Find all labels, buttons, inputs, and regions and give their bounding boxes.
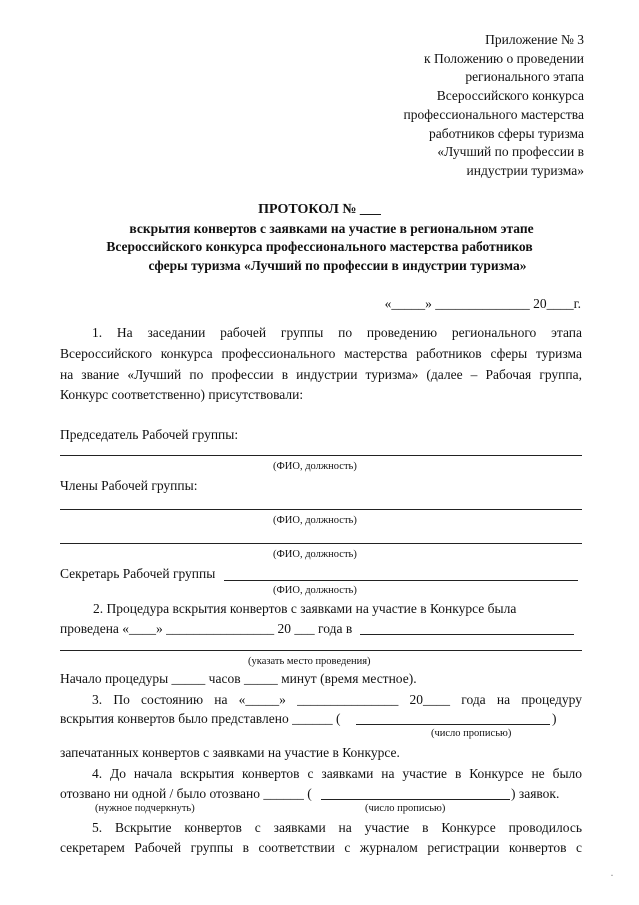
fio-hint: (ФИО, должность) [273,461,357,472]
envelope-count-words-field[interactable] [356,724,550,725]
paragraph-3-line-1: 3. По состоянию на «_____» _______________ 20____ года на процедуру [92,692,582,707]
fio-hint: (ФИО, должность) [273,515,357,526]
procedure-place-field[interactable] [360,634,574,635]
chair-fio-field[interactable] [60,455,582,456]
withdrawn-count-words-field[interactable] [321,799,510,800]
paragraph-5-line-2: секретарем Рабочей группы в соответствии с журналом регистрации конвертов с [60,840,582,855]
paragraph-2-line-1: 2. Процедура вскрытия конвертов с заявками на участие в Конкурсе была [93,601,517,616]
annex-line: к Положению о проведении [424,50,584,66]
members-label: Члены Рабочей группы: [60,478,198,493]
paragraph-5-line-1: 5. Вскрытие конвертов с заявками на участие в Конкурсе проводилось [92,820,582,835]
member-2-fio-field[interactable] [60,543,582,544]
paragraph-2-line-3: Начало процедуры _____ часов _____ минут (время местное). [60,671,417,686]
annex-line: Приложение № 3 [485,32,584,47]
paragraph-1-line-4: Конкурс соответственно) присутствовали: [60,387,304,402]
document-subtitle-line-2: Всероссийского конкурса профессионального мастерства работников [106,239,533,254]
annex-header [404,31,584,181]
annex-line: работников сферы туризма [428,125,584,141]
paragraph-4-line-2: отозвано ни одной / было отозвано ______ ( [60,786,312,801]
document-subtitle-line-1: вскрытия конвертов с заявками на участие в региональном этапе [129,221,534,236]
fio-hint: (ФИО, должность) [273,585,357,596]
paragraph-4-line-1: 4. До начала вскрытия конвертов с заявками на участие в Конкурсе не было [92,766,582,781]
place-hint: (указать место проведения) [248,656,371,667]
page-mark: · [610,868,614,882]
paragraph-3-line-3: запечатанных конвертов с заявками на участие в Конкурсе. [60,745,400,760]
member-1-fio-field[interactable] [60,509,582,510]
secretary-label: Секретарь Рабочей группы [60,566,216,581]
paragraph-1-line-2: Всероссийского конкурса профессионального мастерства работников сферы туризма [60,346,582,361]
fio-hint: (ФИО, должность) [273,549,357,560]
words-hint: (число прописью) [365,803,446,814]
annex-line: «Лучший по профессии в [437,144,584,160]
closing-paren: ) [552,711,557,726]
date-field[interactable]: «_____» ______________ 20____г. [384,296,581,311]
paragraph-3-line-2: вскрытия конвертов было представлено ______ ( [60,711,341,726]
paragraph-1-line-3: на звание «Лучший по профессии в индустрии туризма» (далее – Рабочая группа, [60,367,582,382]
chair-label: Председатель Рабочей группы: [60,427,239,442]
paragraph-4-line-2-end: ) заявок. [511,786,560,801]
underline-hint: (нужное подчеркнуть) [95,803,195,814]
document-subtitle-line-3: сферы туризма «Лучший по профессии в индустрии туризма» [148,258,527,273]
annex-line: индустрии туризма» [466,162,584,178]
procedure-place-field-continued[interactable] [60,650,582,651]
paragraph-2-line-2: проведена «____» ________________ 20 ___ года в [60,621,353,636]
words-hint: (число прописью) [431,728,512,739]
document-title: ПРОТОКОЛ № ___ [258,202,381,217]
secretary-fio-field[interactable] [224,580,578,581]
paragraph-1-line-1: 1. На заседании рабочей группы по проведению регионального этапа [92,325,582,340]
annex-line: Всероссийского конкурса [436,88,584,104]
annex-line: регионального этапа [465,69,584,85]
annex-line: профессионального мастерства [403,106,584,122]
